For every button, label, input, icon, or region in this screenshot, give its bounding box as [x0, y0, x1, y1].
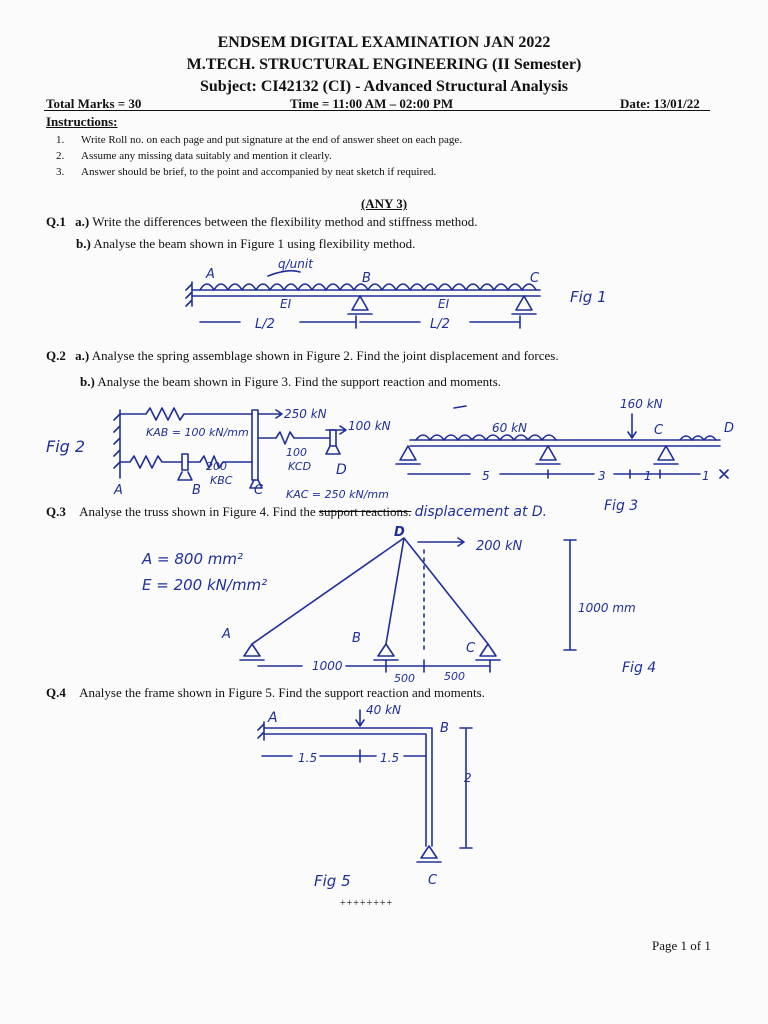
fig2-kcd-value: 100 [286, 446, 307, 459]
handwritten-text: displacement at D. [414, 504, 548, 520]
any-three-note: (ANY 3) [360, 196, 408, 211]
question-text: Analyse the spring assemblage shown in Figure 2. Find the joint displacement and forces. [91, 348, 559, 363]
fig2-force-right: 100 kN [348, 419, 391, 433]
question-text: Analyse the beam shown in Figure 3. Find the support reaction and moments. [97, 374, 502, 389]
instruction-number: 1. [56, 134, 65, 146]
fig3-point-load-label: 160 kN [620, 397, 663, 411]
fig5-load: 40 kN [366, 703, 402, 717]
question-number: Q.3 [46, 504, 66, 519]
fig2-kcd-label: KCD [288, 460, 312, 473]
question-number: Q.4 [46, 685, 66, 700]
part-label: a.) [75, 348, 90, 363]
fig4-dim-2: 500 [394, 672, 415, 685]
fig1-caption: Fig 1 [570, 288, 607, 306]
exam-title: ENDSEM DIGITAL EXAMINATION JAN 2022 [217, 34, 551, 51]
fig3-node-c: C [654, 423, 664, 438]
fig5-node-a: A [268, 710, 278, 726]
instruction-number: 3. [56, 166, 65, 178]
part-label: a.) [75, 214, 90, 229]
exam-time: Time = 11:00 AM – 02:00 PM [290, 96, 454, 111]
instruction-text: Answer should be brief, to the point and accompanied by neat sketch if required. [81, 166, 437, 178]
fig5-caption: Fig 5 [314, 872, 351, 890]
fig2-node-c: C [254, 483, 264, 498]
fig2-force-top: 250 kN [284, 407, 327, 421]
fig1-node-a: A [206, 267, 215, 282]
fig2-node-d: D [336, 462, 347, 478]
fig3-dim-3: 1 [644, 469, 652, 483]
fig4-modulus: E = 200 kN/mm² [142, 576, 268, 594]
fig1-span-left: L/2 [255, 317, 275, 332]
fig4-load: 200 kN [476, 539, 523, 554]
fig1-node-b: B [362, 271, 371, 286]
instructions-title: Instructions: [46, 114, 118, 129]
fig4-node-a: A [222, 627, 231, 642]
instruction-number: 2. [56, 150, 65, 162]
fig3-dim-2: 3 [598, 469, 606, 483]
struck-text: support reactions. [318, 504, 412, 519]
question-text: Write the differences between the flexibility method and stiffness method. [92, 214, 478, 229]
instruction-text: Assume any missing data suitably and mention it clearly. [81, 150, 332, 162]
fig4-caption: Fig 4 [622, 660, 657, 676]
question-text: Analyse the truss shown in Figure 4. Find the [79, 504, 316, 519]
fig1-node-c: C [530, 271, 540, 286]
fig4-node-d: D [394, 525, 405, 540]
fig4-height: 1000 mm [578, 601, 636, 615]
program-title: M.TECH. STRUCTURAL ENGINEERING (II Semester) [186, 56, 582, 73]
exam-date: Date: 13/01/22 [620, 96, 700, 111]
fig5-dim-1: 1.5 [298, 751, 318, 765]
fig1-span-right: L/2 [430, 317, 450, 332]
page-number: Page 1 of 1 [652, 938, 711, 953]
fig4-area: A = 800 mm² [142, 550, 244, 568]
end-of-paper-mark: ++++++++ [340, 898, 394, 909]
fig2-node-b: B [192, 483, 201, 498]
fig4-node-b: B [352, 631, 361, 646]
fig5-node-c: C [428, 873, 438, 888]
fig5-dim-2: 1.5 [380, 751, 400, 765]
part-label: b.) [76, 236, 91, 251]
fig5-dim-3: 2 [464, 771, 472, 785]
fig5-node-b: B [440, 721, 449, 736]
fig2-kac: KAC = 250 kN/mm [286, 488, 389, 501]
total-marks: Total Marks = 30 [46, 96, 142, 111]
fig2-kbc-label: KBC [210, 474, 233, 487]
fig1-load-label: q/unit [278, 257, 313, 271]
fig3-dim-4: 1 [702, 469, 710, 483]
question-number: Q.1 [46, 214, 66, 229]
fig1-ei-right: EI [438, 297, 450, 311]
fig4-dim-3: 500 [444, 670, 465, 683]
fig2-kab: KAB = 100 kN/mm [146, 426, 249, 439]
fig1-ei-left: EI [280, 297, 292, 311]
part-label: b.) [80, 374, 95, 389]
fig3-dim-1: 5 [482, 469, 490, 483]
fig2-kbc-value: 200 [206, 460, 227, 473]
fig2-caption: Fig 2 [46, 437, 86, 456]
question-number: Q.2 [46, 348, 66, 363]
instruction-text: Write Roll no. on each page and put signature at the end of answer sheet on each page. [81, 134, 463, 146]
question-text: Analyse the beam shown in Figure 1 using flexibility method. [93, 236, 416, 251]
fig3-caption: Fig 3 [604, 498, 639, 514]
fig3-node-d: D [724, 421, 735, 436]
fig3-udl-label: 60 kN [492, 421, 528, 435]
question-text: Analyse the frame shown in Figure 5. Find the support reaction and moments. [79, 685, 485, 700]
fig4-dim-1: 1000 [312, 659, 343, 673]
subject-title: Subject: CI42132 (CI) - Advanced Structural Analysis [199, 78, 568, 95]
fig4-node-c: C [466, 641, 476, 656]
fig2-node-a: A [114, 483, 123, 498]
